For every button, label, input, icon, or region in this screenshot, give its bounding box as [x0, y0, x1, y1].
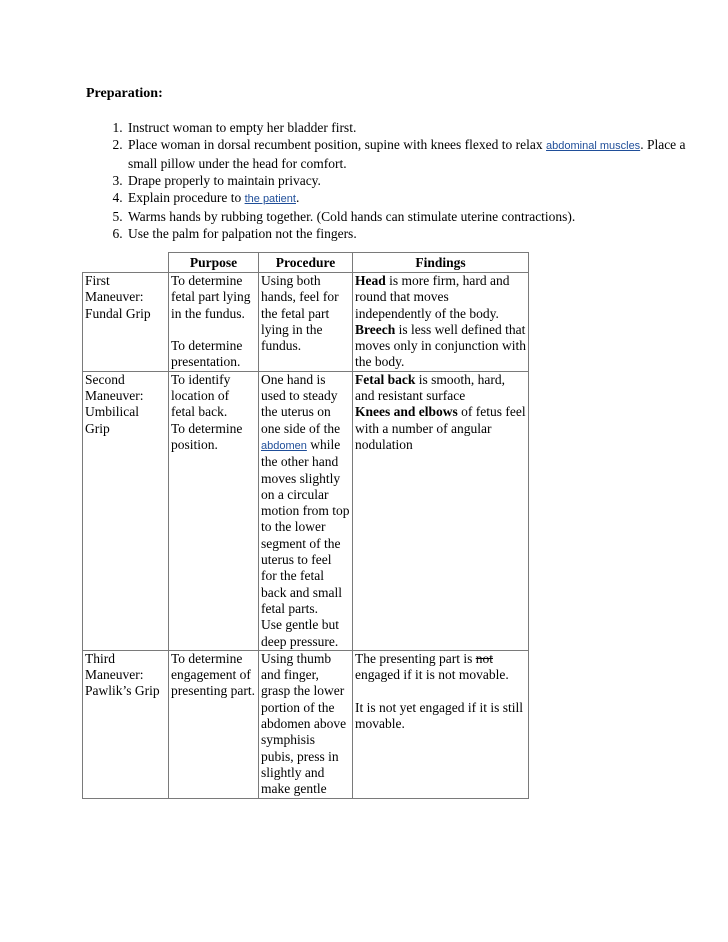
maneuver-name-cell: Third Maneuver: Pawlik’s Grip [83, 650, 169, 798]
table-row [83, 371, 529, 650]
struck-word: not [475, 650, 493, 666]
table-row [83, 273, 529, 372]
findings-text [355, 404, 526, 453]
step-text: Instruct woman to empty her bladder first. [128, 120, 357, 135]
procedure-text: Use gentle but deep pressure. [261, 617, 339, 649]
purpose-text: To determine position. [171, 420, 243, 452]
findings-description: The presenting part is [355, 650, 476, 666]
findings-text [355, 372, 526, 405]
findings-text [355, 651, 526, 684]
findings-term: Breech [355, 321, 396, 337]
findings-description: is more firm, hard and round that moves independently of the body. [355, 273, 510, 321]
header-findings: Findings [353, 253, 529, 273]
leopold-maneuvers-table [82, 252, 529, 799]
findings-cell [353, 371, 529, 650]
preparation-heading: Preparation: [86, 86, 163, 101]
maneuver-name-cell: Second Maneuver: Umbilical Grip [83, 371, 169, 650]
procedure-text-part: while the other hand moves slightly on a circular motion from top to the lower segment of the uterus to feel for the fetal back and small fetal parts. [261, 436, 350, 616]
purpose-text: To determine presentation. [171, 338, 243, 370]
step-item [126, 172, 686, 189]
step-item [126, 189, 686, 208]
findings-term: Knees and elbows [355, 404, 458, 420]
abdominal-muscles-link[interactable]: abdominal muscles [546, 140, 641, 152]
procedure-cell [259, 371, 353, 650]
purpose-text: To identify location of fetal back. [171, 371, 231, 420]
step-text: Warms hands by rubbing together. (Cold hands can stimulate uterine contractions). [128, 209, 576, 224]
procedure-text-part: One hand is used to steady the uterus on one side of the [261, 371, 341, 436]
step-item [126, 119, 686, 136]
findings-term: Fetal back [355, 371, 416, 387]
header-blank-cell [83, 253, 169, 273]
abdomen-link[interactable]: abdomen [261, 439, 307, 452]
findings-description: engaged if it is not movable. [355, 667, 509, 683]
step-text: . [295, 190, 300, 205]
procedure-text [261, 372, 350, 617]
purpose-cell [169, 273, 259, 372]
findings-description: is smooth, hard, and resistant surface [355, 371, 505, 404]
purpose-cell: To determine engagement of presenting part. [169, 650, 259, 798]
step-item [126, 208, 686, 225]
findings-term: Head [355, 273, 386, 288]
the-patient-link[interactable]: the patient [244, 193, 296, 205]
step-text: Drape properly to maintain privacy. [128, 173, 321, 188]
step-text: Explain procedure to [128, 190, 245, 205]
findings-description: of fetus feel with a number of angular nodulation [355, 404, 526, 452]
step-item [126, 136, 686, 172]
findings-text [355, 273, 526, 322]
purpose-cell [169, 371, 259, 650]
findings-cell [353, 650, 529, 798]
preparation-steps [86, 119, 686, 242]
header-purpose: Purpose [169, 253, 259, 273]
step-text: Place woman in dorsal recumbent position, supine with knees flexed to relax [128, 137, 547, 152]
maneuver-name-cell: First Maneuver: Fundal Grip [83, 273, 169, 372]
step-text: . Place a small pillow under the head for comfort. [128, 137, 686, 171]
header-procedure: Procedure [259, 253, 353, 273]
findings-cell [353, 273, 529, 372]
findings-text [355, 322, 526, 371]
step-item [126, 225, 686, 242]
purpose-text: To determine fetal part lying in the fundus. [171, 273, 251, 321]
table-header-row [83, 253, 529, 273]
step-text: Use the palm for palpation not the fingers. [128, 226, 357, 241]
procedure-cell: Using thumb and finger, grasp the lower portion of the abdomen above symphisis pubis, press in slightly and make gentle [259, 650, 353, 798]
findings-text: It is not yet engaged if it is still movable. [355, 699, 523, 732]
procedure-cell: Using both hands, feel for the fetal part lying in the fundus. [259, 273, 353, 372]
findings-description: is less well defined that moves only in conjunction with the body. [355, 321, 526, 370]
table-row [83, 650, 529, 798]
